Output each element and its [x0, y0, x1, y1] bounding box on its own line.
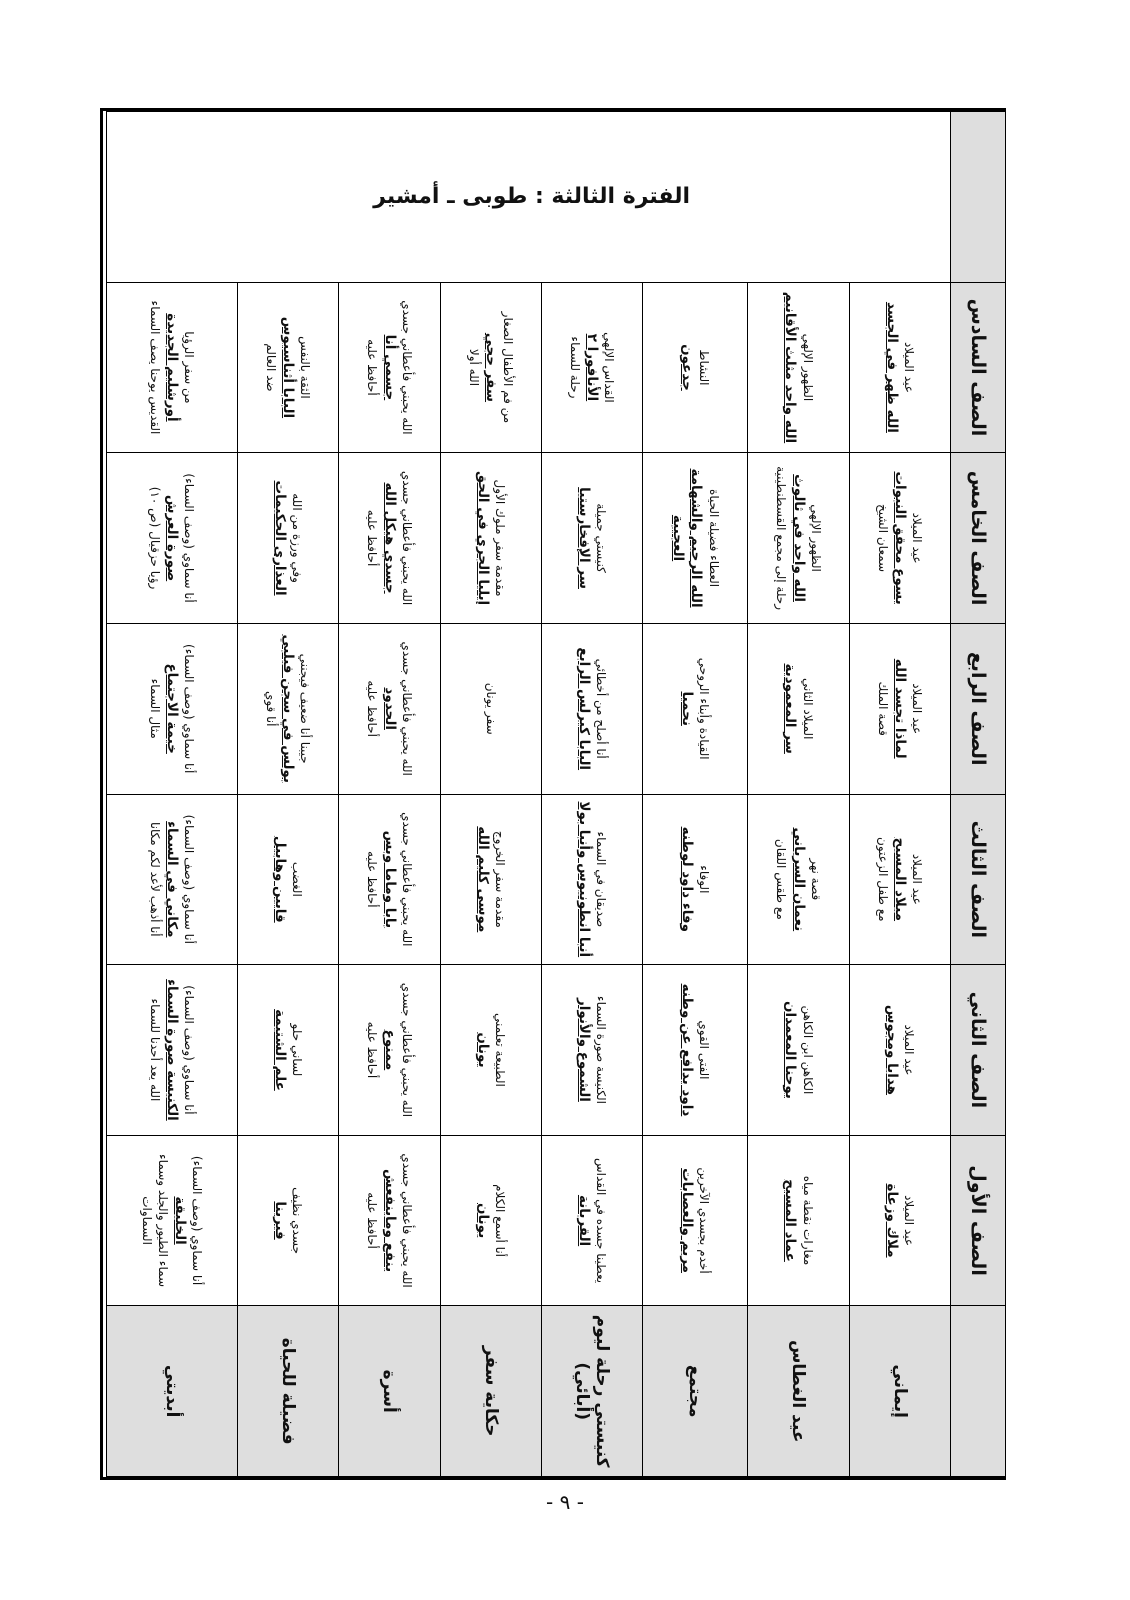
lesson-title: موسى كليم الله — [474, 826, 491, 933]
lesson-title: الله واحد في ثالوث — [790, 474, 807, 602]
lesson-cell — [107, 282, 238, 453]
lesson-title: بولس في سجن فيلبي — [280, 634, 297, 783]
lesson-note: سمعان الشيخ — [875, 503, 890, 573]
lesson-cell — [339, 1135, 440, 1306]
lesson-subtitle: جيبنا أنا ضعيف فيجنني — [298, 653, 313, 764]
lesson-title: علم الشتيمة — [272, 1009, 289, 1091]
lesson-cell — [541, 453, 642, 624]
lesson-cell — [541, 794, 642, 965]
lesson-title: جسمي أنا — [381, 334, 398, 401]
lesson-title: وفاء داود لوطنه — [679, 826, 696, 933]
lesson-subtitle: الكنيسة صورة السماء — [594, 995, 609, 1104]
lesson-cell — [748, 623, 849, 794]
lesson-title: جدعون — [679, 344, 696, 391]
lesson-cell — [237, 1135, 338, 1306]
lesson-title: ينفع وماينفعش — [381, 1169, 398, 1273]
lesson-title: البابا أثناسيوس — [280, 316, 297, 419]
lesson-note: رحلة للسماء — [567, 336, 582, 399]
table-row — [643, 112, 748, 1477]
lesson-cell — [237, 794, 338, 965]
table-row — [107, 112, 238, 1477]
lesson-cell — [849, 282, 950, 453]
lesson-title: الشموع والأنوار — [576, 998, 593, 1102]
lesson-title: ملاك وزعاة — [883, 1183, 900, 1258]
corner-cell — [951, 112, 1006, 283]
lesson-note: الله أولا — [466, 348, 481, 387]
lesson-cell — [849, 794, 950, 965]
lesson-subtitle: جسدي نظيف — [290, 1187, 305, 1254]
lesson-cell — [849, 453, 950, 624]
lesson-subtitle: عيد الميلاد — [910, 512, 925, 564]
lesson-note: أحافظ عليه — [365, 1192, 380, 1249]
lesson-subtitle: الكاهن ابن الكاهن — [800, 1005, 815, 1095]
lesson-title: نعمان السرياني — [790, 827, 807, 932]
lesson-subtitle: الثقة بالنفس — [298, 336, 313, 399]
lesson-title: أورشليم الجديدة — [164, 313, 181, 422]
category-label: حكاية سفر — [440, 1306, 541, 1477]
lesson-title: لماذا تجسد الله — [891, 658, 908, 759]
category-label: كنيستي رحلة ليوم (أبائي) — [541, 1306, 642, 1477]
lesson-cell — [748, 1135, 849, 1306]
lesson-note: رؤيا حزقيال (ص ١٠) — [147, 486, 162, 590]
lesson-subtitle: القيادة وأبناء الروحي — [697, 657, 712, 760]
table-row — [849, 112, 950, 1477]
lesson-cell — [643, 453, 748, 624]
table-row — [440, 112, 541, 1477]
lesson-subtitle: عيد الميلاد — [902, 1024, 917, 1076]
lesson-subtitle: من فم الأطفال الصغار — [501, 311, 516, 424]
lesson-cell — [748, 282, 849, 453]
lesson-note: مثال السماء — [147, 678, 162, 739]
lesson-title: بابا وماما وبس — [381, 830, 398, 929]
lesson-cell — [237, 282, 338, 453]
lesson-title: الله ظهر في الجسد — [883, 301, 900, 433]
lesson-subtitle: القداس الإلهي — [602, 332, 617, 403]
lesson-cell — [107, 794, 238, 965]
lesson-subtitle: الطبيعة تعلمني — [492, 1013, 507, 1087]
lesson-title: داود يدافع عن وطنه — [679, 983, 696, 1117]
lesson-cell — [339, 794, 440, 965]
table-row — [339, 112, 440, 1477]
lesson-note: أحافظ عليه — [365, 680, 380, 737]
lesson-subtitle: الله يحبني فأعطاني جسدي — [399, 1153, 414, 1288]
lesson-subtitle: الميلاد الثاني — [800, 677, 815, 740]
lesson-title: سفر حجي — [482, 332, 499, 403]
lesson-title: نحميا — [679, 691, 696, 726]
category-label: عيد الغطاس — [748, 1306, 849, 1477]
curriculum-table — [106, 111, 1006, 1477]
lesson-subtitle: أنا سماوي (وصف السماء) — [182, 814, 197, 944]
lesson-subtitle: الله يحبني فأعطاني جسدي — [399, 470, 414, 606]
lesson-subtitle: الله يحبني فأعطاني جسدي — [399, 300, 414, 435]
lesson-subtitle: الظهور الإلهي — [808, 504, 823, 572]
table-body — [107, 112, 951, 1477]
lesson-subtitle: الظهور الإلهي — [800, 333, 815, 402]
lesson-note: أنا أذهب لأعد لكم مكانا — [147, 821, 162, 937]
lesson-cell — [541, 965, 642, 1136]
lesson-cell — [440, 623, 541, 794]
lesson-note: الله يعد أحدنا للسماء — [147, 998, 162, 1102]
lesson-cell — [237, 965, 338, 1136]
lesson-title: القربانة — [576, 1194, 593, 1247]
lesson-subtitle: قصة نهر — [808, 858, 823, 901]
rotated-table-stage — [106, 111, 1006, 1477]
lesson-cell — [849, 1135, 950, 1306]
lesson-cell — [339, 965, 440, 1136]
lesson-subtitle: عيد الميلاد — [902, 1195, 917, 1247]
lesson-title: صورة العرش — [164, 494, 181, 582]
lesson-cell — [643, 965, 748, 1136]
lesson-title: يوحنا المعمدان — [782, 1000, 799, 1099]
lesson-subtitle: صديقان في السماء — [594, 831, 609, 928]
lesson-cell — [339, 623, 440, 794]
period-title-cell — [107, 112, 951, 283]
lesson-note: رحلة إلى مجمع القسطنطينية — [774, 466, 789, 611]
lesson-subtitle: النشاط — [697, 349, 712, 386]
lesson-note: سماء الطيور والجلد وسماء السماوات — [139, 1154, 170, 1288]
lesson-subtitle: وفي ورزة من الله — [290, 493, 305, 583]
grade-header: الصف الثالث — [951, 794, 1006, 965]
lesson-subtitle: أنا سماوي (وصف السماء) — [182, 473, 197, 603]
lesson-title: سر الإفخارستيا — [576, 487, 593, 589]
category-label: أبديتي — [107, 1306, 238, 1477]
grade-header: الصف الخامس — [951, 453, 1006, 624]
lesson-note: أحافظ عليه — [365, 1021, 380, 1079]
lesson-title: أنبا انطونيوس وأنبا بولا — [576, 801, 593, 958]
lesson-cell — [107, 623, 238, 794]
lesson-note: القديس يوحنا يصف السماء — [147, 300, 162, 435]
lesson-cell — [440, 794, 541, 965]
table-row — [748, 112, 849, 1477]
lesson-title: الكنيسة صورة السماء — [164, 979, 181, 1121]
lesson-subtitle: عيد الميلاد — [902, 341, 917, 393]
lesson-title: يسوع محقق النبوات — [891, 471, 908, 605]
lesson-title: الله الرحيم والشهامة العجيبة — [670, 468, 705, 608]
lesson-subtitle: أنا أصلح من أخطائي — [594, 658, 609, 759]
lesson-cell — [541, 623, 642, 794]
schedule-frame — [100, 108, 1006, 1480]
lesson-subtitle: يعطينا جسده في القداس — [594, 1158, 609, 1284]
lesson-note: أحافظ عليه — [365, 509, 380, 567]
lesson-cell — [541, 282, 642, 453]
lesson-cell — [748, 453, 849, 624]
lesson-cell — [643, 794, 748, 965]
lesson-cell — [440, 1135, 541, 1306]
lesson-subtitle: سفر يونان — [483, 682, 498, 735]
lesson-subtitle: أنا سماوي (وصف السماء) — [182, 985, 197, 1115]
lesson-title: الأنافورا ٢ — [584, 333, 601, 402]
period-title: الفترة الثالثة : طوبى ـ أمشير — [373, 184, 690, 210]
lesson-title: قايين وهابيل — [272, 835, 289, 923]
lesson-subtitle: أنا سماوي (وصف السماء) — [190, 1155, 205, 1286]
lesson-title: سر المعمودية — [782, 663, 799, 754]
lesson-subtitle: أخدم بجسدي الآخرين — [697, 1167, 712, 1274]
corner-cell — [951, 1306, 1006, 1477]
lesson-subtitle: مقدمة سفر الخروج — [492, 830, 507, 928]
lesson-title: هدايا ومجوس — [883, 1004, 900, 1096]
lesson-note: أنا قوي — [263, 690, 278, 727]
lesson-title: ممنوع — [381, 1029, 398, 1071]
lesson-subtitle: مغارات نقطة مياه — [800, 1175, 815, 1266]
lesson-subtitle: كنيستي جميلة — [594, 503, 609, 573]
grade-header: الصف الرابع — [951, 623, 1006, 794]
lesson-subtitle: لساني حلو — [290, 1023, 305, 1077]
lesson-title: خيمة الاجتماع — [164, 663, 181, 754]
lesson-subtitle: أنا سماوي (وصف السماء) — [182, 644, 197, 774]
lesson-subtitle: الله يحبني فأعطاني جسدي — [399, 641, 414, 776]
lesson-cell — [643, 282, 748, 453]
grade-header: الصف السادس — [951, 282, 1006, 453]
lesson-title: ميلاد المسيح — [891, 837, 908, 922]
lesson-cell — [643, 1135, 748, 1306]
lesson-cell — [440, 453, 541, 624]
lesson-cell — [339, 453, 440, 624]
lesson-note: أحافظ عليه — [365, 851, 380, 908]
lesson-subtitle: الله يحبني فأعطاني جسدي — [399, 982, 414, 1118]
lesson-note: أحافظ عليه — [365, 339, 380, 396]
lesson-title: يونان — [474, 1202, 491, 1239]
lesson-title: يونان — [474, 1032, 491, 1068]
lesson-cell — [849, 965, 950, 1136]
lesson-subtitle: الغضب — [290, 861, 305, 897]
grade-header: الصف الثاني — [951, 965, 1006, 1136]
lesson-title: عماد المسيح — [782, 1179, 799, 1262]
lesson-subtitle: الفتى القوي — [697, 1020, 712, 1080]
lesson-cell — [440, 965, 541, 1136]
lesson-cell — [643, 623, 748, 794]
lesson-cell — [107, 1135, 238, 1306]
lesson-title: الله واحد مثلث الأقانيم — [782, 291, 799, 444]
lesson-title: الحدود — [381, 687, 398, 730]
lesson-title: جسدي هيكل الله — [381, 482, 398, 594]
lesson-cell — [339, 282, 440, 453]
table-row — [237, 112, 338, 1477]
lesson-cell — [748, 794, 849, 965]
category-label: مجتمع — [643, 1306, 748, 1477]
lesson-title: البابا كيرلس الرابع — [576, 647, 593, 771]
lesson-note: مع طفل الزعتون — [875, 837, 890, 922]
lesson-subtitle: العطاء فضيلة الحياة — [706, 489, 721, 588]
lesson-cell — [107, 965, 238, 1136]
lesson-cell — [541, 1135, 642, 1306]
lesson-title: مكاني في السماء — [164, 821, 181, 938]
page-number: - ٩ - — [546, 1490, 584, 1514]
category-label: أسرة — [339, 1306, 440, 1477]
lesson-title: إيليا الجري في الحق — [474, 470, 491, 606]
lesson-title: فيرينا — [272, 1201, 289, 1240]
lesson-note: مع طقس اللقان — [774, 838, 789, 920]
category-label: إيماني — [849, 1306, 950, 1477]
lesson-note: ضد العالم — [263, 343, 278, 392]
lesson-title: العذارى الحكيمات — [272, 480, 289, 596]
lesson-subtitle: الله يحبني فأعطاني جسدي — [399, 812, 414, 947]
lesson-note: قصة الملك — [875, 681, 890, 736]
table-row — [541, 112, 642, 1477]
lesson-subtitle: عيد الميلاد — [910, 683, 925, 735]
lesson-title: الخليقة — [172, 1196, 189, 1245]
lesson-cell — [237, 623, 338, 794]
grade-header: الصف الأول — [951, 1135, 1006, 1306]
grade-header-row — [951, 112, 1006, 1477]
lesson-subtitle: مقدمة سفر ملوك الأول — [492, 479, 507, 597]
lesson-cell — [237, 453, 338, 624]
lesson-cell — [107, 453, 238, 624]
lesson-subtitle: من سفر الرؤيا — [182, 331, 197, 404]
lesson-subtitle: الوفاء — [697, 865, 712, 894]
lesson-subtitle: عيد الميلاد — [910, 853, 925, 905]
lesson-cell — [440, 282, 541, 453]
category-label: فضيلة للحياة — [237, 1306, 338, 1477]
lesson-cell — [849, 623, 950, 794]
lesson-title: مريم والعصابات — [679, 1168, 696, 1274]
lesson-cell — [748, 965, 849, 1136]
lesson-subtitle: أنا أسمع الكلام — [492, 1184, 507, 1257]
